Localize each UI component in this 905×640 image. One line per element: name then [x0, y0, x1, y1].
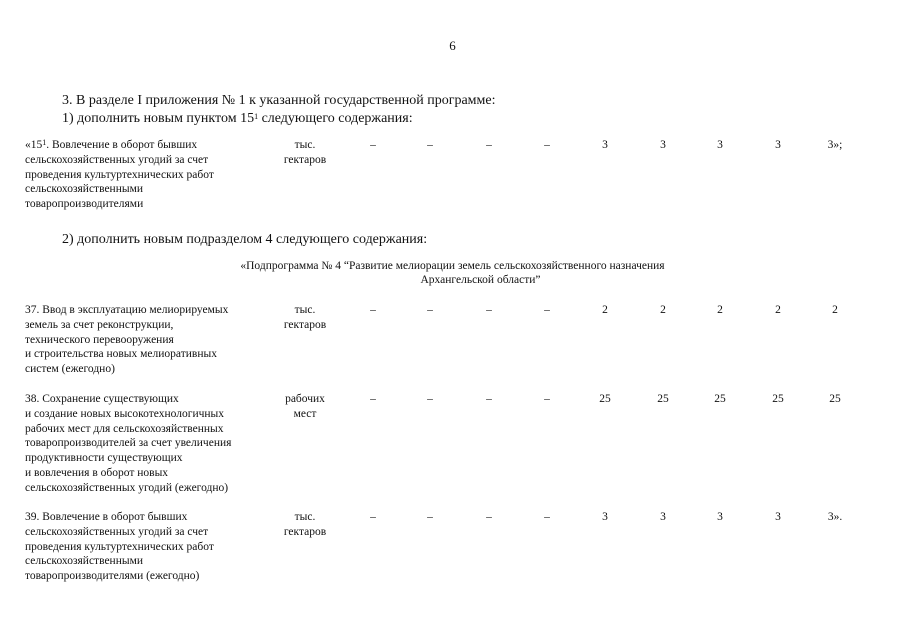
row-unit: рабочих мест	[285, 393, 325, 420]
row-value: –	[486, 393, 492, 405]
row-value: 3»;	[827, 139, 843, 151]
row-value: –	[370, 304, 376, 316]
paragraph-add-subsection: 2) дополнить новым подразделом 4 следующего содержания:	[62, 232, 428, 247]
row-value: –	[427, 304, 433, 316]
row-value: –	[370, 393, 376, 405]
row-value: 2	[717, 304, 723, 316]
row-value: 25	[829, 393, 841, 405]
row-value: 3».	[827, 511, 843, 523]
row-unit: тыс. гектаров	[283, 511, 327, 538]
page-number: 6	[449, 38, 456, 53]
paragraph-add-item-text-end: следующего содержания:	[258, 111, 413, 126]
row-name: 39. Вовлечение в оборот бывших сельскохозяйственных угодий за счет проведения культуртехнических работ сельскохозяйственными товаропроизводителями (ежегодно)	[25, 511, 214, 583]
row-value: 3	[775, 511, 781, 523]
row-value: 25	[772, 393, 784, 405]
row-value: –	[370, 139, 376, 151]
row-value: 25	[714, 393, 726, 405]
row-value: –	[370, 511, 376, 523]
row-value: –	[544, 511, 550, 523]
row-value: 25	[599, 393, 611, 405]
subprogram-title: «Подпрограмма № 4 “Развитие мелиорации земель сельскохозяйственного назначения	[240, 260, 665, 272]
row-value: –	[486, 511, 492, 523]
row-unit: тыс. гектаров	[283, 139, 327, 166]
row-value: 2	[602, 304, 608, 316]
row-name	[25, 138, 275, 212]
row-value: 2	[775, 304, 781, 316]
row-value: 3	[602, 511, 608, 523]
row-value: –	[427, 139, 433, 151]
row-value: –	[486, 139, 492, 151]
paragraph-add-item	[62, 110, 413, 128]
row-value: –	[486, 304, 492, 316]
row-value: 2	[832, 304, 838, 316]
superscript: 1	[42, 138, 47, 147]
row-name-prefix: «15	[25, 139, 43, 151]
row-name-rest: . Вовлечение в оборот бывших сельскохозяйственных угодий за счет проведения культуртехнических работ сельскохозяйственными товаропроизводителями	[25, 139, 214, 211]
row-name: 38. Сохранение существующих и создание новых высокотехнологичных рабочих мест для сельскохозяйственных товаропроизводителей за счет увеличения продуктивности существующих и вовлечения в оборот новых сельскохозяйственных угодий (ежегодно)	[25, 393, 232, 494]
row-value: 3	[775, 139, 781, 151]
row-name: 37. Ввод в эксплуатацию мелиорируемых земель за счет реконструкции, технического перевооружения и строительства новых мелиоративных систем (ежегодно)	[25, 304, 229, 376]
row-value: 2	[660, 304, 666, 316]
row-value: –	[427, 393, 433, 405]
superscript: 1	[254, 112, 259, 121]
row-value: –	[544, 304, 550, 316]
row-value: –	[427, 511, 433, 523]
subprogram-title-cont: Архангельской области”	[420, 274, 541, 286]
row-value: 3	[660, 511, 666, 523]
row-value: 3	[660, 139, 666, 151]
row-value: 3	[717, 511, 723, 523]
row-value: 3	[602, 139, 608, 151]
row-value: 25	[657, 393, 669, 405]
paragraph-add-item-text: 1) дополнить новым пунктом 15	[62, 111, 255, 126]
row-value: –	[544, 393, 550, 405]
row-value: 3	[717, 139, 723, 151]
paragraph-section-heading: 3. В разделе I приложения № 1 к указанной государственной программе:	[62, 93, 496, 108]
row-value: –	[544, 139, 550, 151]
row-unit: тыс. гектаров	[283, 304, 327, 331]
